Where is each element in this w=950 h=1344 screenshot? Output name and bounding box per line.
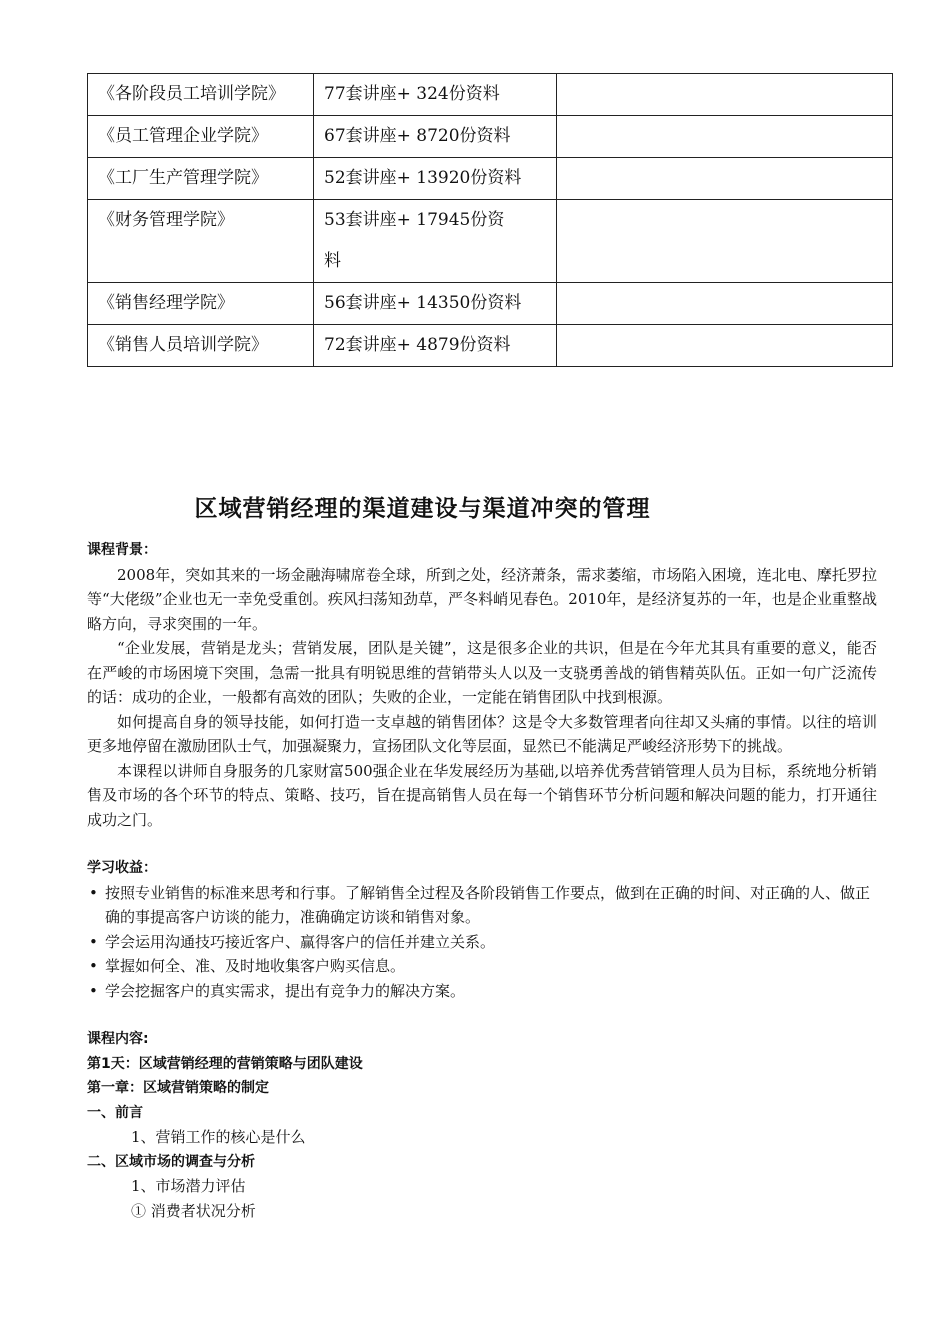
table-row <box>88 116 893 158</box>
note-cell <box>557 200 893 283</box>
background-label: 课程背景： <box>87 542 157 558</box>
background-paragraph: “企业发展，营销是龙头；营销发展，团队是关键”，这是很多企业的共识，但是在今年尤其具有重要的意义，能否在严峻的市场困境下突围，急需一批具有明锐思维的营销带头人以及一支骁勇善战的销售精英队伍。正如一句广泛流传的话：成功的企业，一般都有高效的团队；失败的企业，一定能在销售团队中找到根源。 <box>87 639 877 706</box>
note-cell <box>557 116 893 158</box>
table-row <box>88 74 893 116</box>
resource-count: 72套讲座+ 4879份资料 <box>314 325 557 367</box>
benefits-list <box>87 881 877 1004</box>
background-paragraph: 如何提高自身的领导技能，如何打造一支卓越的销售团体？这是令大多数管理者向往却又头痛的事情。以往的培训更多地停留在激励团队士气，加强凝聚力，宣扬团队文化等层面，显然已不能满足严峻经济形势下的挑战。 <box>87 712 877 755</box>
note-cell <box>557 325 893 367</box>
outline-subitem: ① 消费者状况分析 <box>131 1201 256 1220</box>
resource-count: 56套讲座+ 14350份资料 <box>314 283 557 325</box>
college-name: 《员工管理企业学院》 <box>88 116 314 158</box>
list-item: • 学会挖掘客户的真实需求，提出有竞争力的解决方案。 <box>87 979 877 1004</box>
table-row <box>88 283 893 325</box>
catalog-table <box>87 73 893 367</box>
background-paragraph: 2008年，突如其来的一场金融海啸席卷全球，所到之处，经济萧条，需求萎缩，市场陷入困境，连北电、摩托罗拉等“大佬级”企业也无一幸免受重创。疾风扫荡知劲草，严冬料峭见春色。2010年，是经济复苏的一年，也是企业重整战略方向，寻求突围的一年。 <box>87 565 877 633</box>
section-heading: 二、区域市场的调查与分析 <box>87 1153 255 1170</box>
college-name: 《各阶段员工培训学院》 <box>88 74 314 116</box>
college-name: 《销售经理学院》 <box>88 283 314 325</box>
list-item: • 学会运用沟通技巧接近客户、赢得客户的信任并建立关系。 <box>87 930 877 955</box>
note-cell <box>557 283 893 325</box>
benefits-label: 学习收益： <box>87 860 157 876</box>
resource-count: 77套讲座+ 324份资料 <box>314 74 557 116</box>
background-paragraph: 本课程以讲师自身服务的几家财富500强企业在华发展经历为基础,以培养优秀营销管理人员为目标，系统地分析销售及市场的各个环节的特点、策略、技巧，旨在提高销售人员在每一个销售环节分析问题和解决问题的能力，打开通往成功之门。 <box>87 761 877 829</box>
day-heading: 第1天：区域营销经理的营销策略与团队建设 <box>87 1055 363 1072</box>
table-row <box>88 200 893 283</box>
section-heading: 一、前言 <box>87 1104 143 1121</box>
outline-item: 1、市场潜力评估 <box>131 1177 246 1195</box>
document-title: 区域营销经理的渠道建设与渠道冲突的管理 <box>194 496 651 522</box>
contents-label: 课程内容: <box>87 1031 149 1047</box>
college-name: 《销售人员培训学院》 <box>88 325 314 367</box>
outline-item: 1、营销工作的核心是什么 <box>131 1128 306 1146</box>
note-cell <box>557 158 893 200</box>
college-name: 《工厂生产管理学院》 <box>88 158 314 200</box>
course-body <box>87 538 877 1223</box>
college-name: 《财务管理学院》 <box>88 200 314 283</box>
note-cell <box>557 74 893 116</box>
resource-count: 52套讲座+ 13920份资料 <box>314 158 557 200</box>
table-row <box>88 158 893 200</box>
chapter-heading: 第一章：区域营销策略的制定 <box>87 1080 269 1096</box>
list-item: • 掌握如何全、准、及时地收集客户购买信息。 <box>87 954 877 979</box>
resource-count: 53套讲座+ 17945份资料 <box>314 200 557 283</box>
list-item: • 按照专业销售的标准来思考和行事。了解销售全过程及各阶段销售工作要点，做到在正确的时间、对正确的人、做正确的事提高客户访谈的能力，准确确定访谈和销售对象。 <box>87 881 877 930</box>
table-row <box>88 325 893 367</box>
resource-count: 67套讲座+ 8720份资料 <box>314 116 557 158</box>
